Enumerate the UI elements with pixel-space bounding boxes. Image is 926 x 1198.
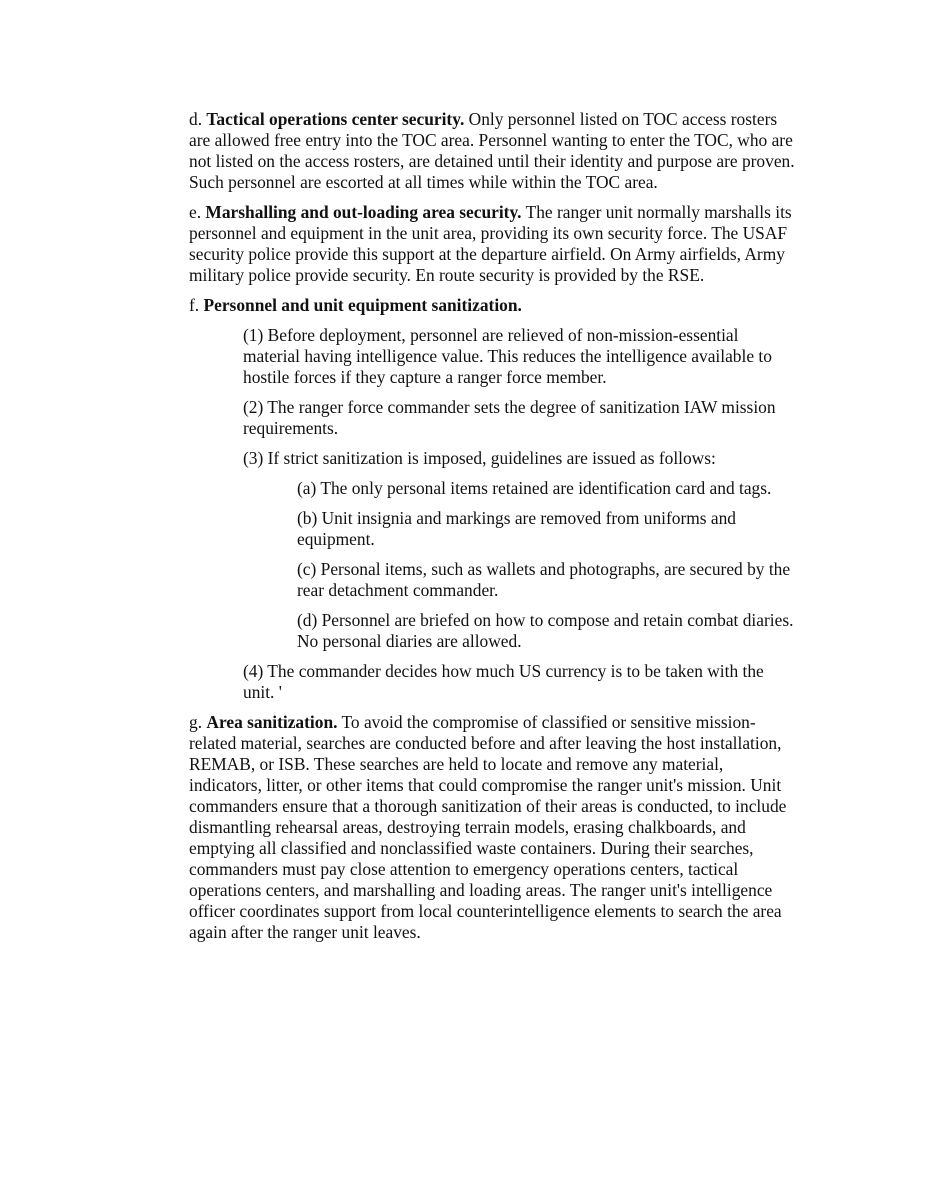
subparagraph-d: (d) Personnel are briefed on how to compose and retain combat diaries. No personal diaries are allowed. (297, 610, 794, 651)
para-text: Only personnel listed on TOC access rosters are allowed free entry into the TOC area. Personnel wanting to enter the TOC, who are not listed on the access rosters, are detained until their identity and purpose are proven. Such personnel are escorted at all times while within the TOC area. (189, 109, 795, 192)
subparagraph-2: (2) The ranger force commander sets the degree of sanitization IAW mission requirements. (243, 397, 776, 438)
subparagraph-4: (4) The commander decides how much US currency is to be taken with the unit. ' (243, 661, 764, 702)
para-text: The ranger unit normally marshalls its personnel and equipment in the unit area, providing its own security force. The USAF security police provide this support at the departure airfield. On Army airfields, Army military police provide security. En route security is provided by the RSE. (189, 202, 792, 285)
para-text: To avoid the compromise of classified or sensitive mission-related material, searches are conducted before and after leaving the host installation, REMAB, or ISB. These searches are held to locate and remove any material, indicators, litter, or other items that could compromise the ranger unit's mission. Unit commanders ensure that a thorough sanitization of their areas is conducted, to include dismantling rehearsal areas, destroying terrain models, erasing chalkboards, and emptying all classified and nonclassified waste containers. During their searches, commanders must pay close attention to emergency operations centers, tactical operations centers, and marshalling and loading areas. The ranger unit's intelligence officer coordinates support from local counterintelligence elements to search the area again after the ranger unit leaves. (189, 712, 787, 942)
para-heading: Personnel and unit equipment sanitization. (203, 295, 522, 315)
document-page (189, 109, 799, 952)
paragraph-g (189, 712, 799, 943)
para-label: g. (189, 712, 207, 732)
subparagraph-a: (a) The only personal items retained are identification card and tags. (297, 478, 772, 498)
para-label: e. (189, 202, 206, 222)
subparagraph-c: (c) Personal items, such as wallets and photographs, are secured by the rear detachment commander. (297, 559, 791, 600)
paragraph-d (189, 109, 799, 193)
subparagraph-1: (1) Before deployment, personnel are relieved of non-mission-essential material having intelligence value. This reduces the intelligence available to hostile forces if they capture a ranger force member. (243, 325, 772, 387)
para-heading: Marshalling and out-loading area security. (205, 202, 522, 222)
para-label: f. (189, 295, 204, 315)
subparagraph-b: (b) Unit insignia and markings are removed from uniforms and equipment. (297, 508, 737, 549)
paragraph-e (189, 202, 799, 286)
subparagraph-3: (3) If strict sanitization is imposed, guidelines are issued as follows: (243, 448, 716, 468)
para-label: d. (189, 109, 207, 129)
para-heading: Area sanitization. (206, 712, 338, 732)
para-heading: Tactical operations center security. (206, 109, 465, 129)
paragraph-f (189, 295, 799, 316)
